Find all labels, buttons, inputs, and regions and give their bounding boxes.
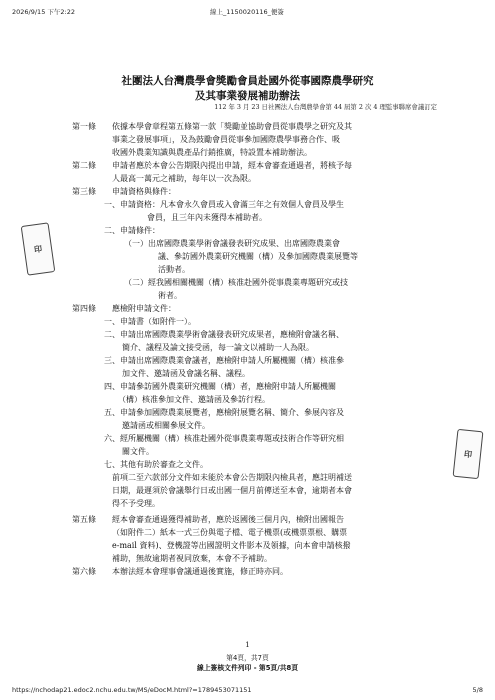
article-3-sub-1-cont: 活動者。	[158, 265, 190, 274]
article-3-sub-1-cont: 議、參訪國外農業研究機關（構）及參加國際農業展覽等	[158, 252, 358, 261]
article-text-line: 補助，無故逾期者視同放棄，本會不予補助。	[112, 554, 272, 563]
article-4	[72, 302, 442, 315]
document-title-line1: 社團法人台灣農學會獎勵會員赴國外從事國際農學研究	[121, 75, 374, 87]
article-6	[72, 565, 442, 578]
article-text-line: 人最高一萬元之補助，每年以一次為限。	[112, 174, 256, 183]
article-4-item: 七、其他有助於審查之文件。	[104, 460, 208, 469]
document-body	[72, 120, 442, 578]
article-3-item-2: 二、申請條件：	[104, 226, 160, 235]
article-3-sub-2: （二）經我國相關機關（構）核准赴國外從事農業專題研究或技	[124, 278, 348, 287]
article-4-item-cont: 邀請函或相關參展文件。	[122, 421, 210, 430]
article-3-sub-1: （一）出席國際農業學術會議發表研究成果、出席國際農業會	[124, 239, 340, 248]
article-text-line: 事業之發展事項」，及為鼓勵會員從事參加國際農學事務合作、吸	[112, 135, 340, 144]
article-4-item: 一、申請書（如附件一）。	[104, 317, 196, 326]
article-4-item-cont: 關文件。	[122, 447, 154, 456]
print-datetime: 2026/9/15 下午2:22	[12, 8, 75, 16]
article-1	[72, 120, 442, 159]
document-subtitle: 112 年 3 月 23 日社團法人台灣農學會第 44 屆第 2 次 4 理監事聯席會議訂定	[214, 103, 437, 111]
article-4-note-line: 得不予受理。	[112, 499, 160, 508]
article-4-note-line: 前項二至六款部分文件如未能於本會公告期限內檢具者，應註明補送	[112, 473, 352, 482]
article-label: 第四條	[72, 304, 96, 313]
article-5	[72, 513, 442, 565]
article-text-line: （如附件二）紙本一式三份與電子檔、電子機票(或機票票根、購票	[112, 528, 348, 537]
article-4-item: 四、申請參訪國外農業研究機關（構）者，應檢附申請人所屬機關	[104, 382, 336, 391]
article-text-line: 應檢附申請文件：	[112, 304, 176, 313]
article-4-item: 二、申請出席國際農業學術會議發表研究成果者，應檢附會議名稱、	[104, 330, 344, 339]
article-4-item-cont: 加文件、邀請函及會議名稱、議程。	[122, 369, 250, 378]
page-total: 第4頁，共7頁	[226, 654, 269, 662]
article-label: 第六條	[72, 567, 96, 576]
article-text-line: 依據本學會章程第五條第一款「獎勵並協助會員從事農學之研究及其	[112, 122, 352, 131]
article-4-note-line: 日期，最遲須於會議舉行日或出國一個月前傳送至本會，逾期者本會	[112, 486, 352, 495]
article-3-item-1: 一、申請資格：凡本會永久會員或入會滿三年之有效個人會員及學生	[104, 200, 344, 209]
seal-stamp-left: 印	[21, 222, 56, 275]
article-label: 第五條	[72, 515, 96, 524]
article-label: 第二條	[72, 161, 96, 170]
article-4-item-cont: （構）核准參加文件、邀請函及參訪行程。	[118, 395, 270, 404]
article-text-line: e-mail 資料)、登機證等出國證明文件影本及領據，向本會申請核撥	[112, 541, 351, 550]
article-4-item: 六、經所屬機關（構）核准赴國外從事農業專題或技術合作等研究相	[104, 434, 344, 443]
article-text-line: 申請者應於本會公告期限內提出申請，經本會審查通過者，將核予每	[112, 161, 352, 170]
article-label: 第一條	[72, 122, 96, 131]
article-label: 第三條	[72, 187, 96, 196]
print-page-counter: 5/8	[472, 686, 483, 694]
article-text-line: 本辦法經本會理事會議通過後實施，修正時亦同。	[112, 567, 288, 576]
article-3-sub-2-cont: 術者。	[158, 291, 182, 300]
article-text-line: 經本會審查通過獲得補助者，應於返國後三個月內，檢附出國報告	[112, 515, 344, 524]
article-4-item: 三、申請出席國際農業會議者，應檢附申請人所屬機關（構）核准參	[104, 356, 344, 365]
signature-page-label: 線上簽核文件列印 - 第5頁/共8頁	[196, 664, 299, 672]
article-4-item-cont: 簡介、議程及論文接受函，每一論文以補助一人為限。	[122, 343, 314, 352]
seal-stamp-right: 印	[453, 429, 484, 479]
article-2	[72, 159, 442, 185]
document-title-line2: 及其事業發展補助辦法	[195, 90, 300, 102]
article-text-line: 收國外農業知識與農產品行銷推廣，特設置本補助辦法。	[112, 148, 312, 157]
page-number: 1	[245, 641, 250, 649]
article-4-item: 五、申請參加國際農業展覽者，應檢附展覽名稱、簡介、參展內容及	[104, 408, 344, 417]
article-3-item-1-cont: 會員，且三年內未獲得本補助者。	[147, 213, 267, 222]
print-url: https://nchodap21.edoc2.nchu.edu.tw/MS/eDocM.html?=1789453071151	[12, 686, 252, 694]
article-3	[72, 185, 442, 198]
article-text-line: 申請資格與條件：	[112, 187, 176, 196]
print-page-title: 線上_1150020116_便簽	[210, 8, 284, 16]
